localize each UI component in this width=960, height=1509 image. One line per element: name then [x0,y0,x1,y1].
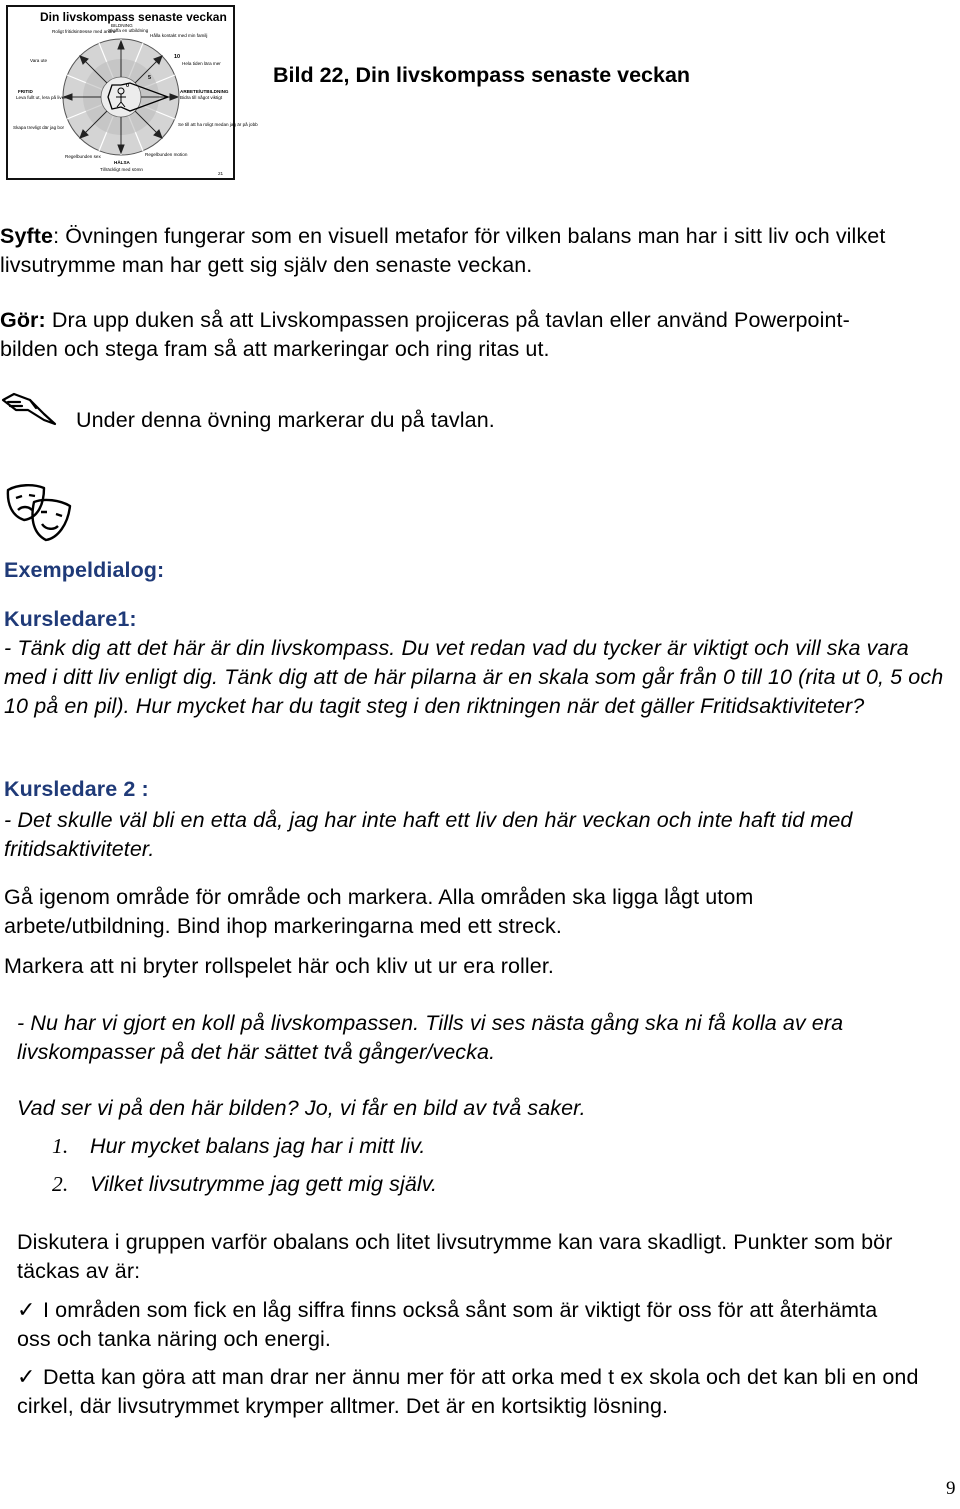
list-number: 1. [52,1134,69,1158]
instruction-1: Gå igenom område för område och markera. Alla områden ska ligga lågt utom arbete/utbildning. Bind ihop markeringarna med ett streck. [4,885,754,938]
action-text: Dra upp duken så att Livskompassen projiceras på tavlan eller använd Powerpoint-bilden och stega fram så att markeringar och ring ritas ut. [0,308,850,361]
question-text: Vad ser vi på den här bilden? Jo, vi får en bild av två saker. [17,1096,586,1120]
speaker-1-label: Kursledare1: [4,607,137,631]
label-left: FRITID [18,89,33,94]
label-bottom-right: Regelbunden motion [145,152,188,157]
page-number: 9 [946,1478,956,1499]
purpose-paragraph [0,222,960,280]
label-top-right: Hålla kontakt med min familj [150,33,208,38]
life-compass-diagram [8,7,258,178]
label-bottom-left: Regelbunden sex [65,154,101,159]
note-text: Under denna övning markerar du på tavlan. [76,408,495,432]
purpose-text: : Övningen fungerar som en visuell metafor för vilken balans man har i sitt liv och vilket livsutrymme man har gett sig själv den senaste veckan. [0,224,886,277]
bullet-text: Detta kan göra att man drar ner ännu mer för att orka med t ex skola och det kan bli en ond cirkel, där livsutrymmet krymper alltmer. Det är en kortsiktig lösning. [17,1365,919,1418]
label-right-top: Hela tiden lära mer [182,61,221,66]
instruction-2: Markera att ni bryter rollspelet här och kliv ut ur era roller. [4,954,554,978]
list-text: Hur mycket balans jag har i mitt liv. [90,1134,426,1158]
checkmark-icon: ✓ [17,1364,36,1389]
checkmark-icon: ✓ [17,1297,36,1322]
slide-title: Din livskompass senaste veckan [40,10,227,24]
list-item [52,1132,425,1161]
theater-masks-icon [4,482,74,544]
label-top-sub: Skaffa en utbildning [108,28,149,33]
list-number: 2. [52,1172,69,1196]
label-left-top: Vara ute [30,58,48,63]
label-right-bottom: Se till att ha roligt medan jag är på jobb [178,122,258,127]
label-right-sub: Bidra till något viktigt [180,95,223,100]
speaker-2-text: - Det skulle väl bli en etta då, jag har inte haft ett liv den här veckan och inte haft tid med fritidsaktiviteter. [4,808,853,861]
label-bottom-sub: Tillräckligt med sömn [100,167,143,172]
scale-10: 10 [174,54,181,60]
label-top-left: Roligt fritidsintresse med andra [52,29,116,34]
speaker-2-label: Kursledare 2 : [4,777,149,801]
purpose-label: Syfte [0,224,54,248]
bullet-text: I områden som fick en låg siffra finns också sånt som är viktigt för oss för att återhämta oss och tanka näring och energi. [17,1298,878,1351]
label-bottom: HÄLSA [114,160,130,165]
dialog-heading: Exempeldialog: [4,558,165,582]
page-title: Bild 22, Din livskompass senaste veckan [273,63,691,87]
action-paragraph [0,306,900,364]
slide-thumbnail [6,5,258,180]
bullet-item [17,1362,947,1421]
label-left-sub: Leva fullt ut, lera på livet [16,95,66,100]
label-right: ARBETE/UTBILDNING [180,89,229,94]
slide-number: 21 [218,171,224,176]
label-top: BILDNING [111,23,133,28]
discuss-text: Diskutera i gruppen varför obalans och litet livsutrymme kan vara skadligt. Punkter som bör täckas av är: [17,1230,893,1283]
closing-text: - Nu har vi gjort en koll på livskompassen. Tills vi ses nästa gång ska ni få kolla av era livskompasser på det här sättet två gånger/vecka. [17,1011,844,1064]
action-label: Gör: [0,308,46,332]
list-text: Vilket livsutrymme jag gett mig själv. [90,1172,438,1196]
bullet-item [17,1295,917,1354]
label-left-bottom: Skapa trevligt där jag bor [13,125,65,130]
writing-hand-icon [0,388,58,428]
speaker-1-text: - Tänk dig att det här är din livskompass. Du vet redan vad du tycker är viktigt och vill ska vara med i ditt liv enligt dig. Tänk dig att de här pilarna är en skala som går från 0 till 10 (rita ut 0, 5 och 10 på en pil). Hur mycket har du tagit steg i den riktningen när det gäller Fritidsaktiviteter? [4,636,944,718]
list-item [52,1170,437,1199]
scale-5: 5 [148,75,152,81]
scale-0: 0 [126,83,130,89]
